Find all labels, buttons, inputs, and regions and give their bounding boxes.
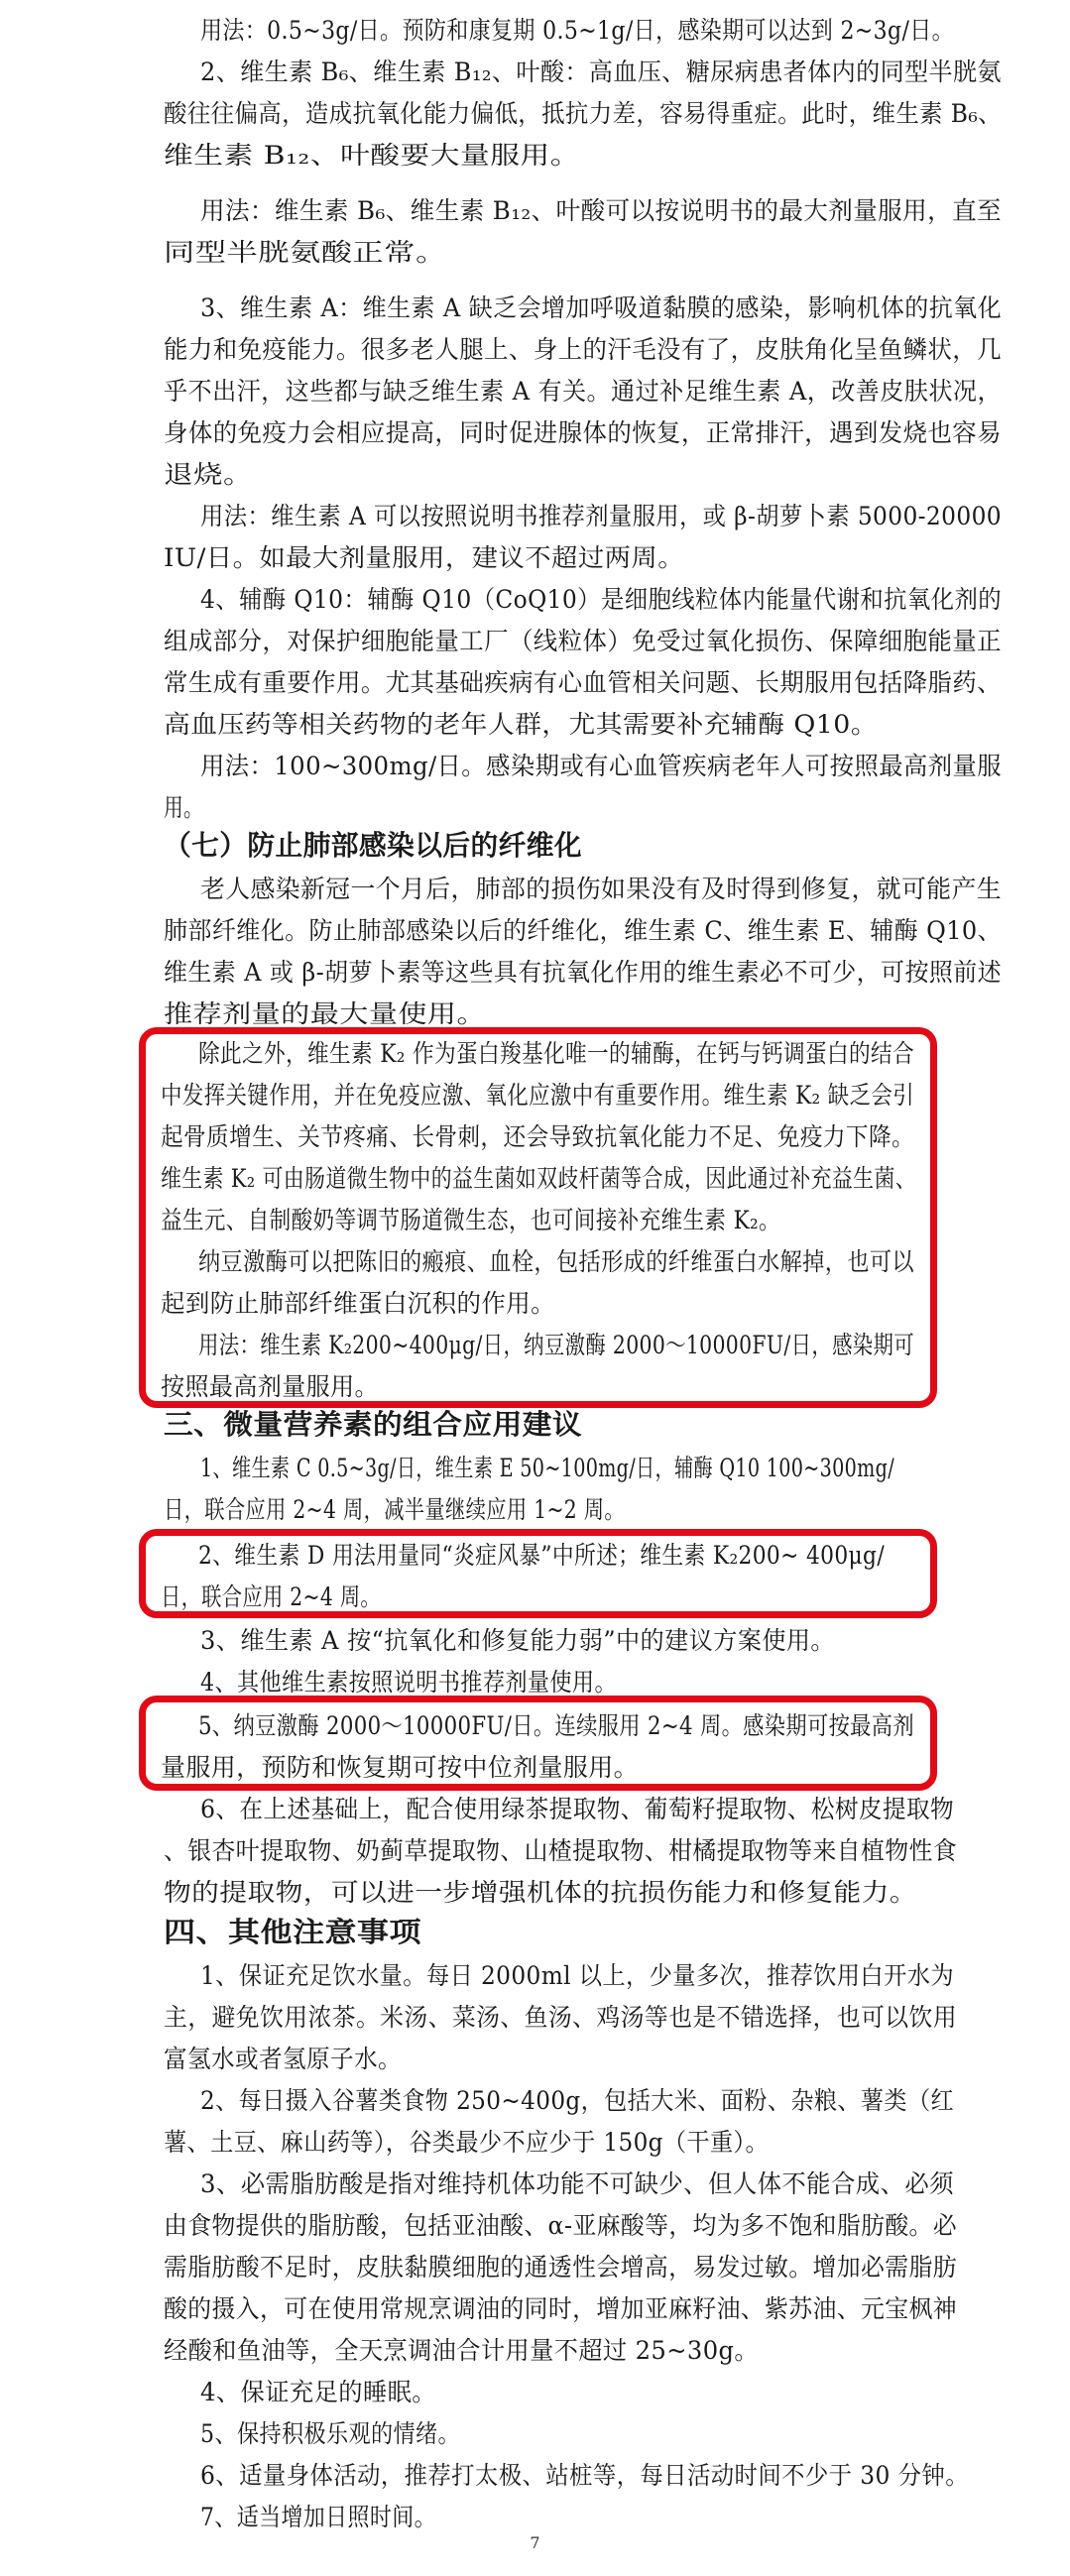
text-line: 主，避免饮用浓茶。米汤、菜汤、鱼汤、鸡汤等也是不错选择，也可以饮用: [164, 2003, 957, 2032]
text-line: 组成部分，对保护细胞能量工厂（线粒体）免受过氧化损伤、保障细胞能量正: [164, 627, 1002, 655]
text-line: 起到防止肺部纤维蛋白沉积的作用。: [161, 1289, 555, 1318]
text-line: 益生元、自制酸奶等调节肠道微生态，也可间接补充维生素 K₂。: [161, 1206, 780, 1234]
text-line: 按照最高剂量服用。: [161, 1372, 379, 1401]
text-line: 中发挥关键作用，并在免疫应激、氧化应激中有重要作用。维生素 K₂ 缺乏会引: [161, 1081, 914, 1110]
text-line: 同型半胱氨酸正常。: [164, 238, 447, 267]
text-line: 经酸和鱼油等，全天烹调油合计用量不超过 25~30g。: [164, 2336, 759, 2365]
text-line: 7、适当增加日照时间。: [200, 2503, 436, 2531]
text-line: 量服用，预防和恢复期可按中位剂量服用。: [161, 1753, 639, 1782]
text-line: 薯、土豆、麻山药等），谷类最少不应少于 150g（干重）。: [164, 2128, 769, 2157]
page-number: 7: [530, 2533, 540, 2552]
heading-line: 三、微量营养素的组合应用建议: [164, 1408, 582, 1441]
text-line: 3、必需脂肪酸是指对维持机体功能不可缺少、但人体不能合成、必须: [200, 2169, 954, 2198]
text-line: 日，联合应用 2~4 周。: [161, 1582, 381, 1611]
heading-line: 四、其他注意事项: [164, 1916, 421, 1948]
text-line: 2、维生素 D 用法用量同“炎症风暴”中所述；维生素 K₂200~ 400μg/: [198, 1541, 885, 1570]
text-line: 4、其他维生素按照说明书推荐剂量使用。: [200, 1668, 617, 1697]
text-line: 身体的免疫力会相应提高，同时促进腺体的恢复，正常排汗，遇到发烧也容易: [164, 418, 1002, 447]
text-line: 用法：维生素 B₆、维生素 B₁₂、叶酸可以按说明书的最大剂量服用，直至: [200, 196, 1002, 225]
text-line: 酸的摄入，可在使用常规烹调油的同时，增加亚麻籽油、紫苏油、元宝枫神: [164, 2294, 957, 2323]
text-line: 起骨质增生、关节疼痛、长骨刺，还会导致抗氧化能力不足、免疫力下降。: [161, 1122, 914, 1151]
text-line: 常生成有重要作用。尤其基础疾病有心血管相关问题、长期服用包括降脂药、: [164, 668, 1002, 697]
text-line: 酸往往偏高，造成抗氧化能力偏低，抵抗力差，容易得重症。此时，维生素 B₆、: [164, 99, 1002, 128]
text-line: 用法：0.5~3g/日。预防和康复期 0.5~1g/日，感染期可以达到 2~3g/日。: [200, 16, 954, 45]
text-line: 用法：100~300mg/日。感染期或有心血管疾病老年人可按照最高剂量服: [200, 752, 1002, 780]
text-line: 除此之外，维生素 K₂ 作为蛋白羧基化唯一的辅酶，在钙与钙调蛋白的结合: [198, 1039, 914, 1068]
text-line: 用法：维生素 A 可以按照说明书推荐剂量服用，或 β-胡萝卜素 5000-20000: [200, 502, 1002, 530]
text-line: 能力和免疫能力。很多老人腿上、身上的汗毛没有了，皮肤角化呈鱼鳞状，几: [164, 335, 1002, 364]
text-line: 推荐剂量的最大量使用。: [164, 999, 486, 1028]
text-line: 高血压药等相关药物的老年人群，尤其需要补充辅酶 Q10。: [164, 710, 878, 739]
text-line: 、银杏叶提取物、奶蓟草提取物、山楂提取物、柑橘提取物等来自植物性食: [164, 1836, 957, 1865]
text-line: 4、辅酶 Q10：辅酶 Q10（CoQ10）是细胞线粒体内能量代谢和抗氧化剂的: [200, 585, 1002, 614]
text-line: 6、在上述基础上，配合使用绿茶提取物、葡萄籽提取物、松树皮提取物: [200, 1795, 954, 1823]
text-line: 1、维生素 C 0.5~3g/日，维生素 E 50~100mg/日，辅酶 Q10 100~300mg/: [200, 1454, 894, 1482]
text-line: 由食物提供的脂肪酸，包括亚油酸、α-亚麻酸等，均为多不饱和脂肪酸。必: [164, 2211, 957, 2240]
text-line: 5、纳豆激酶 2000～10000FU/日。连续服用 2~4 周。感染期可按最高剂: [198, 1711, 914, 1740]
text-line: 用。: [164, 793, 203, 822]
text-line: 需脂肪酸不足时，皮肤黏膜细胞的通透性会增高，易发过敏。增加必需脂肪: [164, 2253, 957, 2282]
text-line: 维生素 K₂ 可由肠道微生物中的益生菌如双歧杆菌等合成，因此通过补充益生菌、: [161, 1164, 916, 1193]
text-line: 4、保证充足的睡眠。: [200, 2378, 436, 2406]
text-line: 日，联合应用 2~4 周，减半量继续应用 1~2 周。: [164, 1495, 625, 1524]
text-line: 1、保证充足饮水量。每日 2000ml 以上，少量多次，推荐饮用白开水为: [200, 1961, 954, 1990]
heading-line: （七）防止肺部感染以后的纤维化: [164, 829, 582, 862]
text-line: 肺部纤维化。防止肺部感染以后的纤维化，维生素 C、维生素 E、辅酶 Q10、: [164, 916, 1002, 945]
text-line: 维生素 A 或 β-胡萝卜素等这些具有抗氧化作用的维生素必不可少，可按照前述: [164, 958, 1002, 987]
text-line: 富氢水或者氢原子水。: [164, 2045, 402, 2073]
text-line: 退烧。: [164, 460, 253, 489]
text-line: 5、保持积极乐观的情绪。: [200, 2419, 460, 2448]
text-line: 3、维生素 A：维生素 A 缺乏会增加呼吸道黏膜的感染，影响机体的抗氧化: [200, 293, 1002, 322]
text-line: 维生素 B₁₂、叶酸要大量服用。: [164, 141, 580, 170]
text-line: 3、维生素 A 按“抗氧化和修复能力弱”中的建议方案使用。: [200, 1626, 835, 1655]
text-line: 2、维生素 B₆、维生素 B₁₂、叶酸：高血压、糖尿病患者体内的同型半胱氨: [200, 58, 1002, 86]
text-line: 乎不出汗，这些都与缺乏维生素 A 有关。通过补足维生素 A，改善皮肤状况，: [164, 377, 1002, 406]
text-line: 物的提取物，可以进一步增强机体的抗损伤能力和修复能力。: [164, 1878, 917, 1907]
text-line: 6、适量身体活动，推荐打太极、站桩等，每日活动时间不少于 30 分钟。: [200, 2461, 969, 2490]
text-line: 用法：维生素 K₂200~400μg/日，纳豆激酶 2000～10000FU/日，感染期可: [198, 1331, 914, 1359]
text-line: 2、每日摄入谷薯类食物 250~400g，包括大米、面粉、杂粮、薯类（红: [200, 2086, 954, 2115]
text-line: 老人感染新冠一个月后，肺部的损伤如果没有及时得到修复，就可能产生: [200, 875, 1002, 903]
text-line: IU/日。如最大剂量服用，建议不超过两周。: [164, 543, 684, 572]
text-line: 纳豆激酶可以把陈旧的瘢痕、血栓，包括形成的纤维蛋白水解掉，也可以: [198, 1247, 914, 1276]
